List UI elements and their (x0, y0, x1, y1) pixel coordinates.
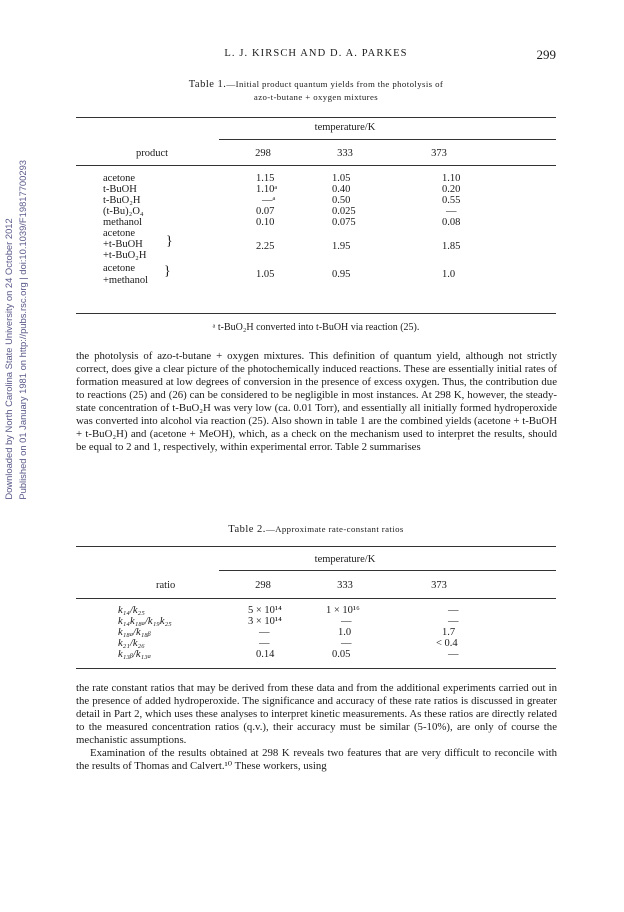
table1-row-product: (t-Bu)₂O₄ (103, 206, 144, 217)
table2-row-v298: 3 × 10¹⁴ (248, 616, 282, 627)
table1-group-header: temperature/K (314, 122, 376, 133)
table1-row-v373: 0.08 (442, 217, 461, 228)
table1-col-product: product (136, 148, 169, 159)
table2-group-rule (219, 570, 556, 571)
table1-combo2-line1: acetone (103, 263, 136, 274)
table1-bottom-rule (76, 313, 556, 314)
download-notice (2, 160, 36, 580)
table1-row-v298: 0.10 (256, 217, 275, 228)
table1-combo2-v333: 0.95 (332, 269, 351, 280)
table2-row-ratio: k₁₄k₁₈ₐ/k₁₉k₂₅ (118, 616, 172, 627)
table2-row-v333: — (341, 616, 352, 627)
table1-combo1-v298: 2.25 (256, 241, 275, 252)
table1-row-v298: 1.10ᵃ (256, 184, 278, 195)
table2-row-v333: 1 × 10¹⁶ (326, 605, 360, 616)
table2-label: Table 2. (228, 524, 266, 535)
table1-footnote: ᵃ t-BuO₂H converted into t-BuOH via reaction (25). (212, 322, 420, 333)
table1-row-v298: —ᵃ (262, 195, 276, 206)
table2-caption (76, 523, 556, 536)
table2-row-v373: — (448, 605, 459, 616)
table1-combo1-v333: 1.95 (332, 241, 351, 252)
table2-row-v298: 0.14 (256, 649, 275, 660)
table1-caption-line2: azo-t-butane + oxygen mixtures (253, 92, 379, 102)
table1-row-v373: — (446, 206, 457, 217)
body-paragraph-1 (76, 350, 557, 454)
table2-group-header: temperature/K (314, 554, 376, 565)
table1-row-v373: 1.10 (442, 173, 461, 184)
table1-combo2-brace: } (164, 264, 171, 279)
downloaded-line: Downloaded by North Carolina State University on 24 October 2012 (3, 218, 14, 500)
table2-row-v298: 5 × 10¹⁴ (248, 605, 282, 616)
table1-row-v333: 1.05 (332, 173, 351, 184)
table1-row-v373: 0.55 (442, 195, 461, 206)
table2-row-ratio: k₁₄/k₂₅ (118, 605, 145, 616)
table1-top-rule (76, 117, 556, 118)
table2-row-v333: — (341, 638, 352, 649)
table2-row-v373: — (448, 649, 459, 660)
download-notice-text (2, 160, 30, 500)
table1-combo2-v373: 1.0 (442, 269, 456, 280)
body-text-1: the photolysis of azo-t-butane + oxygen mixtures. This definition of quantum yield, although not strictly correct, does give a clear picture of the photochemically induced reactions. These are essentially initial rates of formation measured at low degrees of conversion in the presence of excess oxygen. Thus, the contribution due to reactions (25) and (26) can be considered to be negligible in most instances. At 298 K, however, the steady-state concentration of t-BuO₂H was very low (ca. 0.01 Torr), and essentially all initially formed hydroperoxide was converted into alcohol via reaction (25). Also shown in table 1 are the combined yields (acetone + t-BuOH + t-BuO₂H) and (acetone + MeOH), which, as a check on the mechanism used to interpret the results, should be equal to 2 and 1, respectively, within experimental error. Table 2 summarises (76, 350, 557, 453)
table1-row-v298: 0.07 (256, 206, 275, 217)
table1-row-v333: 0.075 (332, 217, 356, 228)
table1-group-rule (219, 139, 556, 140)
table1-caption (76, 78, 556, 104)
table1-combo2-line2: +methanol (103, 275, 148, 286)
table1-row-v373: 0.20 (442, 184, 461, 195)
table1-col-373: 373 (431, 148, 447, 159)
table2-caption-text: —Approximate rate-constant ratios (265, 524, 404, 534)
table1-label: Table 1. (188, 79, 227, 90)
table1-combo2-v298: 1.05 (256, 269, 275, 280)
table2-row-v298: — (259, 638, 270, 649)
table1-row-product: t-BuOH (103, 184, 137, 195)
table1 (76, 117, 556, 322)
table2-col-298: 298 (255, 580, 271, 591)
table2-row-ratio: k₁₈ₐ/k₁₈ᵦ (118, 627, 151, 638)
table1-row-v333: 0.50 (332, 195, 351, 206)
table1-combo1-line1: acetone (103, 228, 136, 239)
table2 (76, 546, 556, 696)
table1-row-product: t-BuO₂H (103, 195, 141, 206)
table2-row-v373: < 0.4 (436, 638, 458, 649)
table2-row-v333: 1.0 (338, 627, 352, 638)
table2-col-373: 373 (431, 580, 447, 591)
table1-row-product: acetone (103, 173, 136, 184)
table1-combo1-brace: } (166, 234, 173, 249)
body-paragraph-2 (76, 682, 557, 773)
table1-combo1-v373: 1.85 (442, 241, 461, 252)
header-authors: L. J. KIRSCH AND D. A. PARKES (224, 48, 408, 59)
table2-row-v373: 1.7 (442, 627, 456, 638)
table1-row-v333: 0.40 (332, 184, 351, 195)
table1-row-v333: 0.025 (332, 206, 356, 217)
body-text-3: Examination of the results obtained at 298 K reveals two features that are very difficult to reconcile with the results of Thomas and Calvert.¹⁰ These workers, using (76, 747, 557, 772)
table1-row-v298: 1.15 (256, 173, 275, 184)
table2-col-333: 333 (337, 580, 353, 591)
table2-top-rule (76, 546, 556, 547)
table2-row-ratio: k₁₃ᵦ/k₁₃ₐ (118, 649, 151, 660)
table1-combo1-line3: +t-BuO₂H (103, 250, 147, 261)
table2-header-rule (76, 598, 556, 599)
table1-row-product: methanol (103, 217, 143, 228)
body-text-2: the rate constant ratios that may be derived from these data and from the additional experiments carried out in the presence of added hydroperoxide. The significance and accuracy of these rate ratios is discussed in greater detail in Part 2, which uses these analyses to interpret kinetic measurements. As these ratios are directly related to the measured concentration ratios (q.v.), their accuracy must be similar (5-10%), are only of course the mechanistic assumptions. (76, 682, 557, 746)
published-line: Published on 01 January 1981 on http://pubs.rsc.org | doi:10.1039/F19817700293 (17, 160, 28, 500)
table2-col-ratio: ratio (156, 580, 176, 591)
table2-row-v333: 0.05 (332, 649, 351, 660)
table1-header-rule (76, 165, 556, 166)
table2-bottom-rule (76, 668, 556, 669)
table1-col-333: 333 (337, 148, 353, 159)
table2-row-v298: — (259, 627, 270, 638)
table1-combo1-line2: +t-BuOH (103, 239, 143, 250)
table1-caption-line1: —Initial product quantum yields from the photolysis of (226, 79, 444, 89)
running-header (76, 48, 556, 64)
page-number: 299 (536, 47, 556, 62)
table2-row-v373: — (448, 616, 459, 627)
table1-col-298: 298 (255, 148, 271, 159)
table2-row-ratio: k₂₁/k₂₆ (118, 638, 145, 649)
